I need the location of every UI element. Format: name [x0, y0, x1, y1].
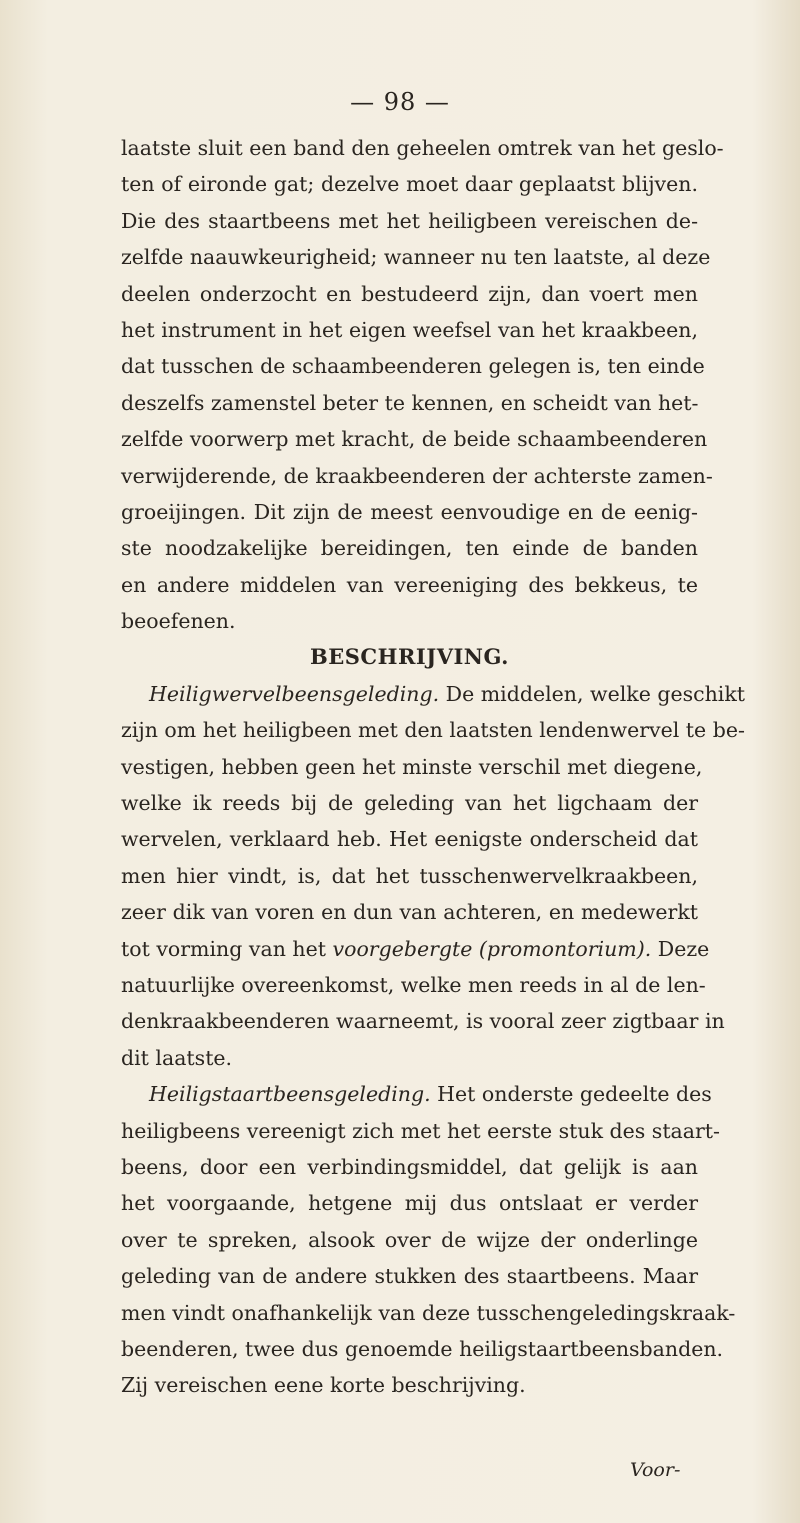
- text-line: [121, 931, 710, 967]
- text-line: dit laatste.: [121, 1045, 233, 1070]
- text-line: laatste sluit een band den geheelen omtrek van het geslo-: [121, 136, 724, 160]
- text-line: ten of eironde gat; dezelve moet daar geplaatst blijven.: [121, 172, 698, 197]
- text-line: natuurlijke overeenkomst, welke men reeds in al de len-: [121, 972, 706, 997]
- text-run: De middelen, welke geschikt: [445, 681, 746, 706]
- text-line: vestigen, hebben geen het minste verschil met diegene,: [121, 754, 703, 779]
- text-line: beenderen, twee dus genoemde heiligstaartbeensbanden.: [121, 1336, 724, 1361]
- text-line: verwijderende, de kraakbeenderen der achterste zamen-: [121, 463, 713, 488]
- text-run: Het onderste gedeelte des: [437, 1082, 712, 1107]
- text-line: deelen onderzocht en bestudeerd zijn, dan voert men: [121, 281, 698, 306]
- text-line: dat tusschen de schaambeenderen gelegen is, ten einde: [121, 354, 705, 379]
- subsection-title: Heiligwervelbeensgeleding.: [149, 681, 440, 706]
- italic-term: voorgebergte (promontorium).: [332, 936, 652, 961]
- body-text: [121, 130, 746, 1404]
- text-line: het voorgaande, hetgene mij dus ontslaat er verder: [121, 1191, 698, 1216]
- page-number: — 98 —: [350, 88, 450, 116]
- text-line: geleding van de andere stukken des staartbeens. Maar: [121, 1264, 698, 1289]
- text-line: beoefenen.: [121, 609, 236, 634]
- text-line: beens, door een verbindingsmiddel, dat gelijk is aan: [121, 1154, 698, 1179]
- paragraph-first-line: [121, 676, 746, 712]
- text-line: groeijingen. Dit zijn de meest eenvoudige en de eenig-: [121, 499, 698, 524]
- subsection-title: Heiligstaartbeensgeleding.: [149, 1082, 431, 1107]
- text-line: zeer dik van voren en dun van achteren, en medewerkt: [121, 900, 698, 925]
- text-line: Zij vereischen eene korte beschrijving.: [121, 1373, 526, 1398]
- text-line: het instrument in het eigen weefsel van het kraakbeen,: [121, 317, 698, 342]
- text-line: wervelen, verklaard heb. Het eenigste onderscheid dat: [121, 827, 698, 852]
- text-run: tot vorming van het: [121, 936, 326, 961]
- text-line: heiligbeens vereenigt zich met het eerste stuk des staart-: [121, 1118, 720, 1143]
- text-line: men vindt onafhankelijk van deze tusschengeledingskraak-: [121, 1300, 736, 1325]
- catchword: Voor-: [630, 1459, 681, 1481]
- text-line: deszelfs zamenstel beter te kennen, en scheidt van het-: [121, 390, 699, 415]
- text-line: zelfde voorwerp met kracht, de beide schaambeenderen: [121, 427, 708, 452]
- text-line: Die des staartbeens met het heiligbeen vereischen de-: [121, 208, 698, 233]
- text-line: zijn om het heiligbeen met den laatsten lendenwervel te be-: [121, 718, 745, 743]
- text-line: zelfde naauwkeurigheid; wanneer nu ten laatste, al deze: [121, 245, 711, 270]
- text-line: over te spreken, alsook over de wijze der onderlinge: [121, 1227, 698, 1252]
- section-heading: BESCHRIJVING.: [310, 644, 509, 670]
- text-run: Deze: [657, 936, 710, 961]
- text-line: en andere middelen van vereeniging des bekkeus, te: [121, 572, 698, 597]
- paragraph-first-line: [121, 1076, 712, 1112]
- text-line: denkraakbeenderen waarneemt, is vooral zeer zigtbaar in: [121, 1009, 725, 1034]
- text-line: men hier vindt, is, dat het tusschenwervelkraakbeen,: [121, 863, 698, 888]
- text-line: welke ik reeds bij de geleding van het ligchaam der: [121, 791, 698, 816]
- text-line: ste noodzakelijke bereidingen, ten einde de banden: [121, 536, 698, 561]
